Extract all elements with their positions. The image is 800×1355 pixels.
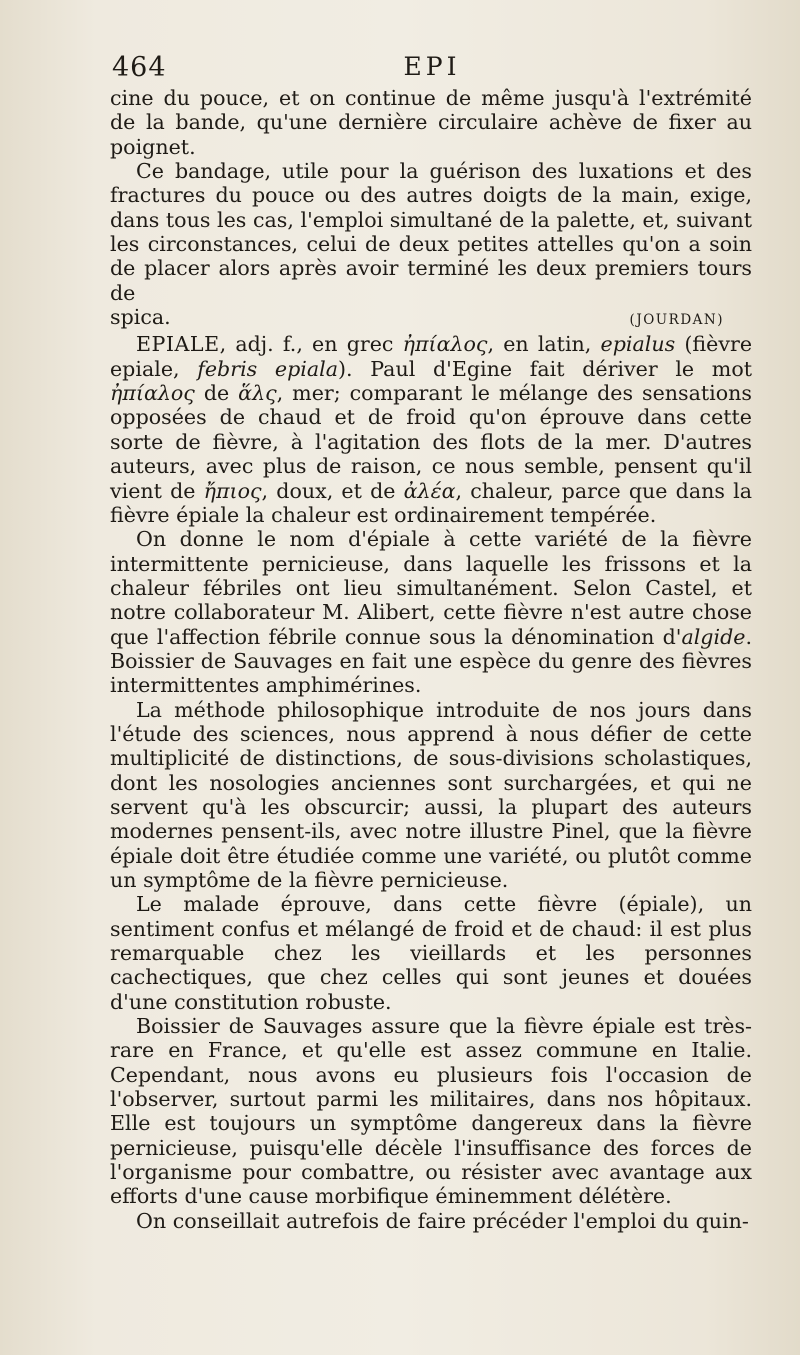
italic-term: febris epiala (197, 356, 338, 381)
running-head: EPI (403, 52, 461, 81)
text-run: , adj. f., en grec (219, 332, 403, 357)
italic-term: ἠπίαλος (110, 381, 195, 406)
text-run: , en latin, (487, 332, 601, 357)
paragraph-treatment: On conseillait autrefois de faire précéder l'emploi du quin- (136, 1208, 749, 1233)
paragraph-continuation: cine du pouce, et on continue de même jusqu'à l'extrémité de la bande, qu'une dernière circulaire achève de fixer au poignet. (110, 86, 752, 159)
page-number: 464 (112, 52, 167, 83)
signature-line (110, 305, 752, 332)
text-run: (fièvre epiale, (110, 332, 753, 381)
italic-term: algide (681, 624, 746, 649)
text-run: On donne le nom d'épiale à cette variété de la fièvre intermittente pernicieuse, dans laquelle les frissons et la chaleur fébriles ont lieu simultanément. Selon Castel, et notre collaborateur M. Alibert, cette fièvre n'est autre chose que l'affection fébrile connue sous la dénomination d' (110, 527, 752, 649)
text-run: , chaleur, parce que dans la fièvre épiale la chaleur est ordinairement tempérée. (110, 478, 752, 527)
italic-term: ἅλς (238, 381, 277, 406)
text-body (110, 86, 752, 1233)
text-run: , doux, et de (261, 478, 404, 503)
text-run: de (194, 381, 239, 406)
italic-term: ἀλέα (403, 478, 456, 503)
paragraph-prevalence: Boissier de Sauvages assure que la fièvre épiale est très-rare en France, et qu'elle est assez commune en Italie. Cependant, nous avons eu plusieurs fois l'occasion de l'observer, surtout parmi les militaires, dans nos hôpitaux. Elle est toujours un symptôme dangereux dans la fièvre pernicieuse, puisqu'elle décèle l'insuffisance des forces de l'organisme pour combattre, ou résister avec avantage aux efforts d'une cause morbifique éminemment délétère. (110, 1014, 752, 1209)
italic-term: epialus (600, 332, 676, 357)
paragraph-method: La méthode philosophique introduite de nos jours dans l'étude des sciences, nous apprend à nous défier de cette multiplicité de distinctions, de sous-divisions scholastiques, dont les nosologies anciennes sont surchargées, et qui ne servent qu'à les obscurcir; aussi, la plupart des auteurs modernes pensent-ils, avec notre illustre Pinel, que la fièvre épiale doit être étudiée comme une variété, ou plutôt comme un symptôme de la fièvre pernicieuse. (110, 697, 752, 892)
paragraph-bandage (110, 159, 752, 332)
paragraph-last-line: spica. (110, 305, 171, 330)
paragraph-text: Ce bandage, utile pour la guérison des luxations et des fractures du pouce ou des autres doigts de la main, exige, dans tous les cas, l'emploi simultané de la palette, et, suivant les circonstances, celui de deux petites attelles qu'on a soin de placer alors après avoir terminé les deux premiers tours de (110, 159, 752, 305)
author-signature: (JOURDAN) (629, 312, 724, 329)
entry-headword: EPIALE (136, 332, 220, 357)
text-run: , mer; comparant le mélange des sensations opposées de chaud et de froid qu'on éprouve dans cette sorte de fièvre, à l'agitation des flots de la mer. D'autres auteurs, avec plus de raison, ce nous semble, pensent qu'il vient de (110, 381, 752, 503)
paragraph-symptoms: Le malade éprouve, dans cette fièvre (épiale), un sentiment confus et mélangé de froid et de chaud: il est plus remarquable chez les vieillards et les personnes cachectiques, que chez celles qui sont jeunes et douées d'une constitution robuste. (110, 892, 752, 1014)
italic-term: ἠπίαλος (402, 332, 488, 357)
entry-epiale (110, 332, 752, 527)
italic-term: ἤπιος (203, 478, 262, 503)
text-run: ). Paul d'Egine fait dériver le mot (338, 356, 752, 381)
paragraph-definition (110, 527, 752, 697)
text-run: . Boissier de Sauvages en fait une espèce du genre des fièvres intermittentes amphimérines. (110, 624, 752, 698)
